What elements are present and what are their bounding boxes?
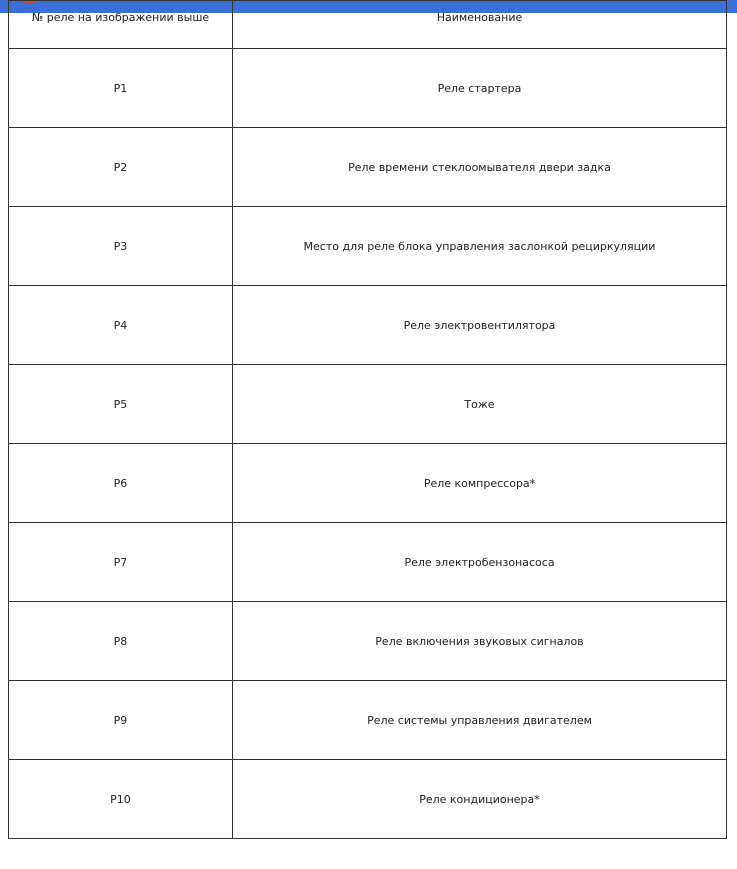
table-row bbox=[9, 523, 727, 602]
relay-number-cell: Р3 bbox=[9, 207, 233, 286]
relay-name-cell: Реле стартера bbox=[233, 49, 727, 128]
relay-number-cell: Р6 bbox=[9, 444, 233, 523]
header-number-cell: № реле на изображении выше bbox=[9, 1, 233, 49]
relay-number-cell: Р10 bbox=[9, 760, 233, 839]
header-name-cell: Наименование bbox=[233, 1, 727, 49]
relay-number-cell: Р4 bbox=[9, 286, 233, 365]
table-row bbox=[9, 444, 727, 523]
table-row bbox=[9, 681, 727, 760]
table-row bbox=[9, 207, 727, 286]
relay-name-cell: Реле кондиционера* bbox=[233, 760, 727, 839]
table-row bbox=[9, 602, 727, 681]
relay-number-cell: Р1 bbox=[9, 49, 233, 128]
relay-name-cell: Реле включения звуковых сигналов bbox=[233, 602, 727, 681]
table-row bbox=[9, 49, 727, 128]
relay-name-cell: Тоже bbox=[233, 365, 727, 444]
relay-name-cell: Реле электробензонасоса bbox=[233, 523, 727, 602]
relay-number-cell: Р8 bbox=[9, 602, 233, 681]
relay-number-cell: Р7 bbox=[9, 523, 233, 602]
table-row bbox=[9, 760, 727, 839]
relay-name-cell: Реле времени стеклоомывателя двери задка bbox=[233, 128, 727, 207]
table-row bbox=[9, 286, 727, 365]
table-header-row bbox=[9, 1, 727, 49]
relay-name-cell: Реле компрессора* bbox=[233, 444, 727, 523]
relay-name-cell: Реле электровентилятора bbox=[233, 286, 727, 365]
relay-name-cell: Реле системы управления двигателем bbox=[233, 681, 727, 760]
relay-number-cell: Р5 bbox=[9, 365, 233, 444]
table-row bbox=[9, 128, 727, 207]
table-row bbox=[9, 365, 727, 444]
relay-number-cell: Р2 bbox=[9, 128, 233, 207]
relay-table bbox=[8, 0, 727, 839]
relay-number-cell: Р9 bbox=[9, 681, 233, 760]
relay-name-cell: Место для реле блока управления заслонкой рециркуляции bbox=[233, 207, 727, 286]
